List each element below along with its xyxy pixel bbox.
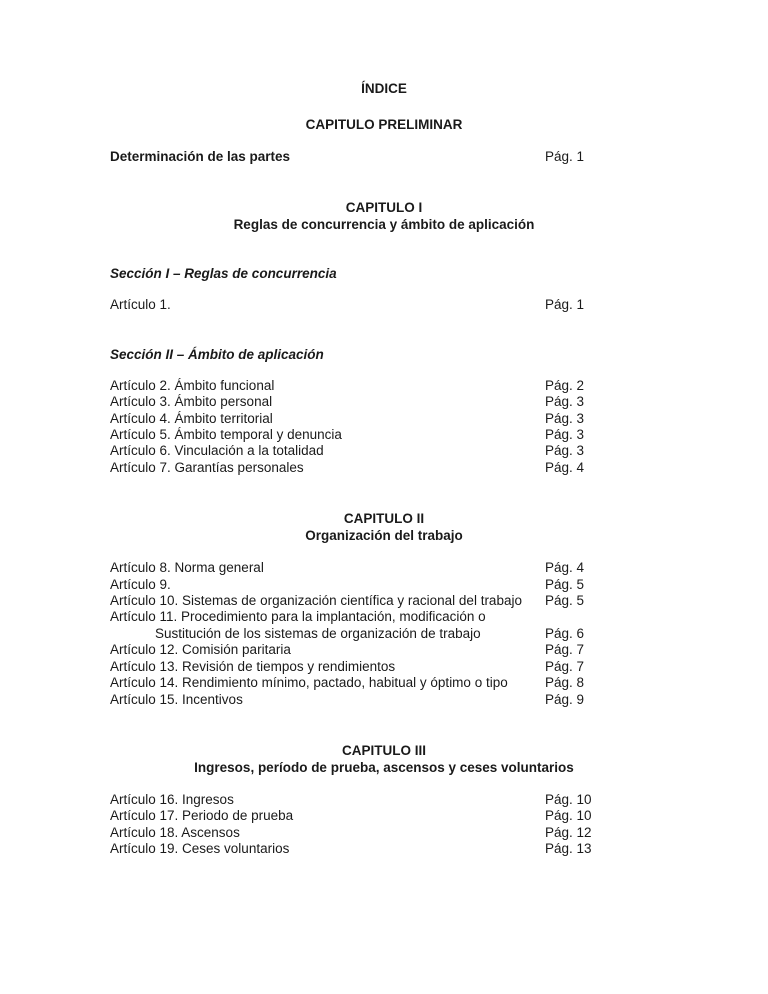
entry-label: Artículo 19. Ceses voluntarios: [110, 841, 290, 857]
entry-label: Artículo 8. Norma general: [110, 560, 264, 576]
entry-page-number: Pág. 5: [545, 576, 585, 592]
toc-entry: [110, 593, 658, 609]
entry-page-number: Pág. 10: [545, 808, 592, 824]
entry-label: Artículo 1.: [110, 297, 171, 313]
toc-section: [110, 510, 658, 708]
toc-section: [110, 116, 658, 165]
entry-page-number: Pág. 7: [545, 658, 585, 674]
toc-entry: [110, 297, 658, 313]
chapter-heading-line: CAPITULO I: [345, 200, 423, 216]
entry-page-number: Pág. 7: [545, 642, 585, 658]
entry-page-number: Pág. 1: [545, 297, 585, 313]
section-heading: Sección II – Ámbito de aplicación: [110, 346, 324, 362]
chapter-heading: [110, 742, 658, 776]
entry-page-number: Pág. 1: [545, 149, 585, 164]
chapter-heading-line: CAPITULO II: [343, 511, 425, 527]
entry-label: Artículo 12. Comisión paritaria: [110, 642, 291, 658]
toc-entry: [110, 808, 658, 824]
toc-entry: [110, 443, 658, 459]
entry-page-number: Pág. 8: [545, 675, 585, 691]
entry-label: Artículo 6. Vinculación a la totalidad: [110, 443, 324, 459]
entry-label: Artículo 17. Periodo de prueba: [110, 808, 294, 824]
chapter-heading-line: Reglas de concurrencia y ámbito de aplicación: [233, 217, 535, 233]
entry-label: Artículo 7. Garantías personales: [110, 459, 304, 475]
toc-block: [110, 265, 658, 313]
entry-label: Artículo 16. Ingresos: [110, 791, 234, 807]
entry-page-number: Pág. 6: [545, 625, 585, 641]
entry-page-number: Pág. 5: [545, 593, 585, 609]
table-of-contents: [110, 116, 658, 858]
toc-entry: [110, 577, 658, 593]
chapter-heading: [110, 510, 658, 544]
toc-section: [110, 199, 658, 476]
toc-block: [110, 560, 658, 708]
entry-label: Artículo 14. Rendimiento mínimo, pactado, habitual y óptimo o tipo: [110, 675, 508, 691]
entry-label: Artículo 5. Ámbito temporal y denuncia: [110, 427, 342, 443]
toc-entry: [110, 626, 658, 642]
chapter-heading: [110, 116, 658, 133]
entry-page-number: Pág. 4: [545, 560, 585, 576]
entry-page-number: Pág. 10: [545, 791, 592, 807]
entry-label: Sustitución de los sistemas de organización de trabajo: [155, 625, 481, 641]
entry-label: Artículo 9.: [110, 576, 171, 592]
chapter-heading-line: CAPITULO PRELIMINAR: [305, 117, 463, 132]
entry-page-number: Pág. 3: [545, 443, 585, 459]
entry-label: Artículo 2. Ámbito funcional: [110, 377, 275, 393]
toc-entry: [110, 411, 658, 427]
entry-label: Artículo 11. Procedimiento para la implantación, modificación o: [110, 609, 486, 625]
entry-page-number: Pág. 12: [545, 824, 592, 840]
toc-entry: [110, 659, 658, 675]
toc-entry: [110, 609, 658, 625]
toc-entry: [110, 642, 658, 658]
entry-page-number: Pág. 4: [545, 459, 585, 475]
entry-page-number: Pág. 3: [545, 427, 585, 443]
entry-label: Artículo 13. Revisión de tiempos y rendimientos: [110, 658, 396, 674]
section-heading: Sección I – Reglas de concurrencia: [110, 266, 337, 282]
page-title: ÍNDICE: [361, 81, 407, 96]
chapter-heading-line: Organización del trabajo: [305, 528, 463, 544]
entry-page-number: Pág. 2: [545, 377, 585, 393]
toc-block: [110, 792, 658, 858]
chapter-heading-line: Ingresos, período de prueba, ascensos y ceses voluntarios: [194, 759, 574, 775]
toc-section: [110, 742, 658, 858]
entry-label: Artículo 3. Ámbito personal: [110, 394, 273, 410]
toc-entry: [110, 560, 658, 576]
entry-page-number: Pág. 13: [545, 841, 592, 857]
entry-label: Artículo 15. Incentivos: [110, 691, 243, 707]
toc-entry: [110, 792, 658, 808]
toc-entry: [110, 825, 658, 841]
toc-entry: [110, 692, 658, 708]
entry-label: Artículo 4. Ámbito territorial: [110, 410, 273, 426]
toc-block: [110, 149, 658, 165]
entry-label: Artículo 18. Ascensos: [110, 824, 240, 840]
chapter-heading: [110, 199, 658, 233]
toc-entry: [110, 394, 658, 410]
chapter-heading-line: CAPITULO III: [342, 742, 426, 758]
toc-entry: [110, 427, 658, 443]
toc-entry: [110, 149, 658, 165]
entry-label: Determinación de las partes: [110, 149, 291, 164]
entry-page-number: Pág. 9: [545, 691, 585, 707]
entry-page-number: Pág. 3: [545, 394, 585, 410]
entry-page-number: Pág. 3: [545, 410, 585, 426]
toc-entry: [110, 460, 658, 476]
toc-entry: [110, 378, 658, 394]
toc-entry: [110, 841, 658, 857]
toc-block: [110, 346, 658, 476]
toc-entry: [110, 675, 658, 691]
entry-label: Artículo 10. Sistemas de organización científica y racional del trabajo: [110, 593, 522, 609]
